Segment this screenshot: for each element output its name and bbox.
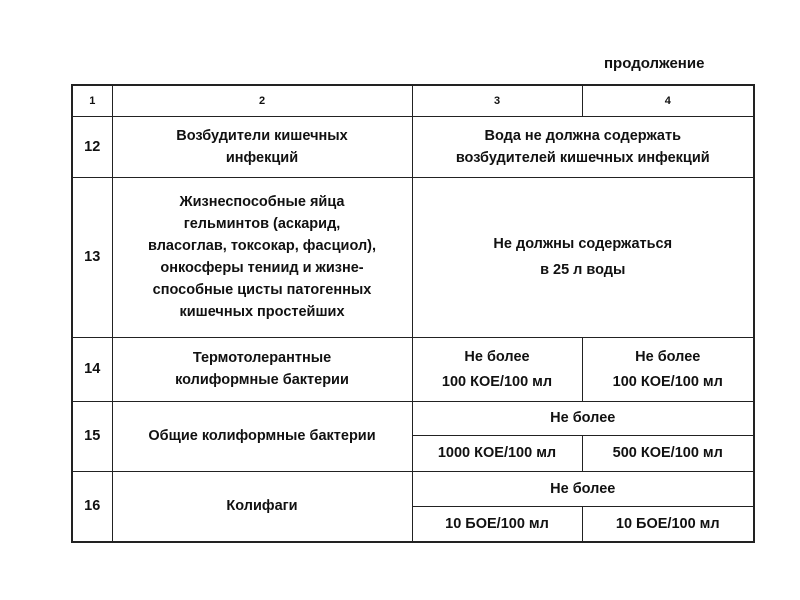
value-cell-col4: 10 БОЕ/100 мл <box>582 506 754 542</box>
requirement-line: Вода не должна содержать <box>484 127 682 144</box>
sanitary-requirements-table <box>71 84 755 543</box>
requirement-line: в 25 л воды <box>540 262 626 278</box>
table-row <box>72 337 754 401</box>
table-row <box>72 116 754 177</box>
indicator-cell <box>112 116 412 177</box>
requirement-line: Не должны содержаться <box>493 236 673 252</box>
indicator-line: гельминтов (аскарид, <box>183 216 341 232</box>
row-number: 13 <box>72 177 112 337</box>
requirement-cell <box>412 177 754 337</box>
row-number: 15 <box>72 401 112 471</box>
indicator-line: Термотолерантные <box>192 350 332 366</box>
continuation-label: продолжение <box>604 55 705 72</box>
value-cell-col4: 500 КОЕ/100 мл <box>582 435 754 471</box>
indicator-line: власоглав, токсокар, фасциол), <box>147 238 377 254</box>
indicator-line: Жизнеспособные яйца <box>179 194 345 210</box>
header-col-2: 2 <box>112 85 412 116</box>
header-col-1: 1 <box>72 85 112 116</box>
indicator-line: Общие колиформные бактерии <box>148 428 376 444</box>
requirement-cell <box>412 116 754 177</box>
header-col-3: 3 <box>412 85 582 116</box>
row-number: 12 <box>72 116 112 177</box>
shared-limit-cell: Не более <box>412 401 754 435</box>
indicator-line: способные цисты патогенных <box>152 282 372 298</box>
shared-limit-cell: Не более <box>412 471 754 506</box>
indicator-line: Колифаги <box>226 498 298 515</box>
requirement-line: возбудителей кишечных инфекций <box>455 149 710 166</box>
indicator-line: кишечных простейших <box>179 304 345 320</box>
indicator-cell <box>112 337 412 401</box>
indicator-line: онкосферы тениид и жизне- <box>160 260 364 276</box>
table-header-row <box>72 85 754 116</box>
value-line: Не более <box>464 348 530 365</box>
table-row <box>72 401 754 435</box>
value-cell-col3: 10 БОЕ/100 мл <box>412 506 582 542</box>
indicator-cell <box>112 401 412 471</box>
value-line: 100 КОЕ/100 мл <box>441 373 553 390</box>
indicator-line: Возбудители кишечных <box>176 127 348 144</box>
table-row <box>72 177 754 337</box>
table-row <box>72 471 754 506</box>
value-cell-col3: 1000 КОЕ/100 мл <box>412 435 582 471</box>
value-cell-col4 <box>582 337 754 401</box>
indicator-cell <box>112 177 412 337</box>
indicator-line: инфекций <box>225 149 299 166</box>
value-cell-col3 <box>412 337 582 401</box>
value-line: 100 КОЕ/100 мл <box>612 373 723 390</box>
indicator-cell <box>112 471 412 542</box>
row-number: 16 <box>72 471 112 542</box>
indicator-line: колиформные бактерии <box>175 372 349 388</box>
value-line: Не более <box>635 348 701 365</box>
row-number: 14 <box>72 337 112 401</box>
header-col-4: 4 <box>582 85 754 116</box>
